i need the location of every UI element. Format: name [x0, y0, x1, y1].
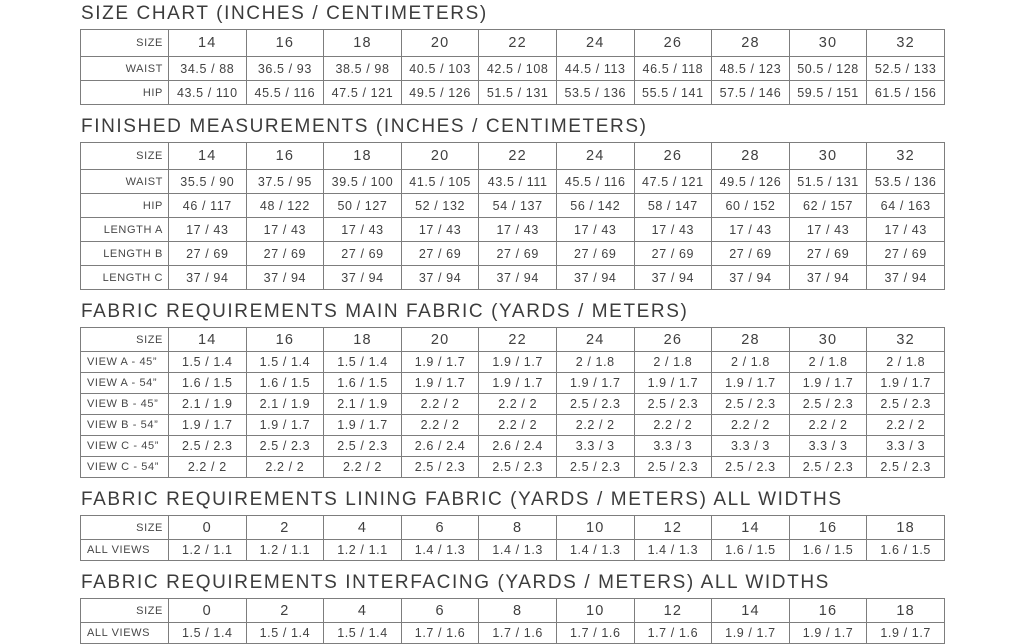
size-column-header: 26: [634, 328, 712, 352]
measurement-cell: 2.5 / 2.3: [634, 394, 712, 415]
size-column-header: 26: [634, 30, 712, 57]
measurement-cell: 2.2 / 2: [401, 394, 479, 415]
measurement-cell: 2.1 / 1.9: [169, 394, 247, 415]
table-row: [81, 266, 945, 290]
measurement-cell: 64 / 163: [867, 194, 945, 218]
measurement-cell: 1.9 / 1.7: [634, 373, 712, 394]
lining-fabric-requirements-section: [80, 489, 945, 561]
measurement-cell: 49.5 / 126: [401, 81, 479, 105]
tables-region: [80, 3, 945, 644]
measurement-cell: 2.2 / 2: [634, 415, 712, 436]
measurement-cell: 2.5 / 2.3: [712, 394, 790, 415]
measurement-cell: 2.5 / 2.3: [712, 457, 790, 478]
measurement-cell: 37 / 94: [169, 266, 247, 290]
size-column-header: 16: [246, 328, 324, 352]
measurement-cell: 27 / 69: [246, 242, 324, 266]
measurement-cell: 58 / 147: [634, 194, 712, 218]
size-column-header: 26: [634, 143, 712, 170]
size-column-header: 28: [712, 328, 790, 352]
table-row: [81, 623, 945, 644]
size-column-header: 14: [169, 30, 247, 57]
measurement-cell: 43.5 / 110: [169, 81, 247, 105]
table-row: [81, 540, 945, 561]
row-label: VIEW A - 54”: [81, 373, 169, 394]
size-column-header: 16: [789, 516, 867, 540]
measurement-cell: 47.5 / 121: [634, 170, 712, 194]
size-header-row: [81, 30, 945, 57]
size-label: SIZE: [81, 599, 169, 623]
measurement-cell: 53.5 / 136: [867, 170, 945, 194]
finished-measurements-table: [80, 142, 945, 290]
measurement-cell: 55.5 / 141: [634, 81, 712, 105]
size-column-header: 4: [324, 516, 402, 540]
measurement-cell: 37 / 94: [789, 266, 867, 290]
measurement-cell: 2.5 / 2.3: [324, 436, 402, 457]
measurement-cell: 1.2 / 1.1: [246, 540, 324, 561]
measurement-cell: 2.2 / 2: [169, 457, 247, 478]
measurement-cell: 2.2 / 2: [401, 415, 479, 436]
measurement-cell: 1.9 / 1.7: [712, 623, 790, 644]
measurement-cell: 38.5 / 98: [324, 57, 402, 81]
row-label: ALL VIEWS: [81, 540, 169, 561]
measurement-cell: 2.1 / 1.9: [324, 394, 402, 415]
measurement-cell: 1.6 / 1.5: [867, 540, 945, 561]
measurement-cell: 46.5 / 118: [634, 57, 712, 81]
size-column-header: 16: [246, 143, 324, 170]
row-label: WAIST: [81, 57, 169, 81]
measurement-cell: 17 / 43: [479, 218, 557, 242]
size-column-header: 18: [324, 30, 402, 57]
measurement-cell: 1.6 / 1.5: [169, 373, 247, 394]
measurement-cell: 2 / 1.8: [712, 352, 790, 373]
table-row: [81, 242, 945, 266]
measurement-cell: 2.5 / 2.3: [867, 457, 945, 478]
measurement-cell: 2 / 1.8: [789, 352, 867, 373]
measurement-cell: 2.5 / 2.3: [789, 457, 867, 478]
measurement-cell: 17 / 43: [789, 218, 867, 242]
size-column-header: 28: [712, 30, 790, 57]
size-column-header: 14: [169, 328, 247, 352]
measurement-cell: 1.7 / 1.6: [479, 623, 557, 644]
size-column-header: 22: [479, 328, 557, 352]
table-row: [81, 218, 945, 242]
measurement-cell: 2.5 / 2.3: [401, 457, 479, 478]
measurement-cell: 1.5 / 1.4: [246, 352, 324, 373]
measurement-cell: 1.5 / 1.4: [324, 623, 402, 644]
finished-measurements-section: [80, 116, 945, 290]
size-header-row: [81, 599, 945, 623]
size-column-header: 28: [712, 143, 790, 170]
measurement-cell: 61.5 / 156: [867, 81, 945, 105]
row-label: VIEW B - 45”: [81, 394, 169, 415]
measurement-cell: 27 / 69: [169, 242, 247, 266]
measurement-cell: 37 / 94: [556, 266, 634, 290]
measurement-cell: 2.2 / 2: [867, 415, 945, 436]
size-column-header: 0: [169, 516, 247, 540]
measurement-cell: 56 / 142: [556, 194, 634, 218]
size-column-header: 30: [789, 328, 867, 352]
main-fabric-requirements-section: [80, 301, 945, 478]
measurement-cell: 1.6 / 1.5: [246, 373, 324, 394]
row-label: WAIST: [81, 170, 169, 194]
size-column-header: 32: [867, 328, 945, 352]
measurement-cell: 27 / 69: [401, 242, 479, 266]
measurement-cell: 17 / 43: [169, 218, 247, 242]
measurement-cell: 37 / 94: [712, 266, 790, 290]
size-column-header: 18: [324, 328, 402, 352]
measurement-cell: 2.2 / 2: [556, 415, 634, 436]
size-column-header: 10: [556, 599, 634, 623]
table-row: [81, 457, 945, 478]
size-column-header: 20: [401, 328, 479, 352]
measurement-cell: 2.6 / 2.4: [479, 436, 557, 457]
measurement-cell: 1.9 / 1.7: [712, 373, 790, 394]
measurement-cell: 1.4 / 1.3: [556, 540, 634, 561]
size-column-header: 14: [712, 599, 790, 623]
size-label: SIZE: [81, 30, 169, 57]
measurement-cell: 43.5 / 111: [479, 170, 557, 194]
row-label: LENGTH C: [81, 266, 169, 290]
size-column-header: 10: [556, 516, 634, 540]
measurement-cell: 27 / 69: [324, 242, 402, 266]
interfacing-requirements-section: [80, 572, 945, 644]
size-column-header: 22: [479, 143, 557, 170]
measurement-cell: 3.3 / 3: [634, 436, 712, 457]
measurement-cell: 1.9 / 1.7: [401, 352, 479, 373]
measurement-cell: 52 / 132: [401, 194, 479, 218]
measurement-cell: 1.7 / 1.6: [401, 623, 479, 644]
measurement-cell: 2.5 / 2.3: [479, 457, 557, 478]
measurement-cell: 17 / 43: [401, 218, 479, 242]
measurement-cell: 1.5 / 1.4: [169, 352, 247, 373]
measurement-cell: 49.5 / 126: [712, 170, 790, 194]
measurement-cell: 1.9 / 1.7: [479, 352, 557, 373]
measurement-cell: 54 / 137: [479, 194, 557, 218]
table-row: [81, 81, 945, 105]
measurement-cell: 2.1 / 1.9: [246, 394, 324, 415]
table-row: [81, 352, 945, 373]
measurement-cell: 17 / 43: [246, 218, 324, 242]
measurement-cell: 3.3 / 3: [867, 436, 945, 457]
size-column-header: 18: [867, 599, 945, 623]
measurement-cell: 2.2 / 2: [324, 457, 402, 478]
size-column-header: 24: [556, 328, 634, 352]
row-label: LENGTH B: [81, 242, 169, 266]
measurement-cell: 27 / 69: [479, 242, 557, 266]
row-label: VIEW A - 45”: [81, 352, 169, 373]
row-label: HIP: [81, 194, 169, 218]
interfacing-requirements-table: [80, 598, 945, 644]
measurement-cell: 1.9 / 1.7: [556, 373, 634, 394]
size-header-row: [81, 143, 945, 170]
size-chart-table: [80, 29, 945, 105]
size-column-header: 2: [246, 516, 324, 540]
size-column-header: 22: [479, 30, 557, 57]
size-column-header: 20: [401, 143, 479, 170]
measurement-cell: 1.5 / 1.4: [169, 623, 247, 644]
measurement-cell: 53.5 / 136: [556, 81, 634, 105]
row-label: HIP: [81, 81, 169, 105]
main-fabric-requirements-table: [80, 327, 945, 478]
interfacing-requirements-title: FABRIC REQUIREMENTS INTERFACING (YARDS / METERS) ALL WIDTHS: [81, 572, 830, 593]
measurement-cell: 1.9 / 1.7: [169, 415, 247, 436]
table-row: [81, 415, 945, 436]
size-column-header: 4: [324, 599, 402, 623]
size-column-header: 24: [556, 30, 634, 57]
size-header-row: [81, 516, 945, 540]
measurement-cell: 37 / 94: [246, 266, 324, 290]
table-row: [81, 373, 945, 394]
measurement-cell: 17 / 43: [712, 218, 790, 242]
measurement-cell: 52.5 / 133: [867, 57, 945, 81]
measurement-cell: 1.9 / 1.7: [324, 415, 402, 436]
measurement-cell: 50 / 127: [324, 194, 402, 218]
measurement-cell: 1.6 / 1.5: [324, 373, 402, 394]
row-label: VIEW C - 54”: [81, 457, 169, 478]
measurement-cell: 46 / 117: [169, 194, 247, 218]
size-column-header: 12: [634, 516, 712, 540]
measurement-cell: 59.5 / 151: [789, 81, 867, 105]
measurement-cell: 41.5 / 105: [401, 170, 479, 194]
measurement-cell: 1.6 / 1.5: [789, 540, 867, 561]
row-label: VIEW C - 45”: [81, 436, 169, 457]
measurement-cell: 1.4 / 1.3: [634, 540, 712, 561]
measurement-cell: 48 / 122: [246, 194, 324, 218]
measurement-cell: 47.5 / 121: [324, 81, 402, 105]
measurement-cell: 17 / 43: [556, 218, 634, 242]
measurement-cell: 27 / 69: [712, 242, 790, 266]
measurement-cell: 2.5 / 2.3: [556, 457, 634, 478]
measurement-cell: 42.5 / 108: [479, 57, 557, 81]
size-column-header: 32: [867, 143, 945, 170]
size-column-header: 18: [867, 516, 945, 540]
size-column-header: 0: [169, 599, 247, 623]
measurement-cell: 1.4 / 1.3: [401, 540, 479, 561]
measurement-cell: 50.5 / 128: [789, 57, 867, 81]
measurement-cell: 1.5 / 1.4: [324, 352, 402, 373]
size-column-header: 14: [712, 516, 790, 540]
table-row: [81, 394, 945, 415]
measurement-cell: 57.5 / 146: [712, 81, 790, 105]
size-column-header: 6: [401, 516, 479, 540]
size-label: SIZE: [81, 143, 169, 170]
size-column-header: 30: [789, 30, 867, 57]
measurement-cell: 2.2 / 2: [246, 457, 324, 478]
measurement-cell: 2.5 / 2.3: [789, 394, 867, 415]
table-row: [81, 194, 945, 218]
measurement-cell: 2.2 / 2: [712, 415, 790, 436]
measurement-cell: 1.4 / 1.3: [479, 540, 557, 561]
size-column-header: 30: [789, 143, 867, 170]
measurement-cell: 1.9 / 1.7: [867, 623, 945, 644]
measurement-cell: 1.9 / 1.7: [789, 373, 867, 394]
size-column-header: 14: [169, 143, 247, 170]
size-label: SIZE: [81, 328, 169, 352]
size-column-header: 32: [867, 30, 945, 57]
lining-fabric-requirements-table: [80, 515, 945, 561]
measurement-cell: 27 / 69: [789, 242, 867, 266]
measurement-cell: 2.5 / 2.3: [867, 394, 945, 415]
measurement-cell: 1.9 / 1.7: [246, 415, 324, 436]
measurement-cell: 45.5 / 116: [556, 170, 634, 194]
size-column-header: 18: [324, 143, 402, 170]
measurement-cell: 2.6 / 2.4: [401, 436, 479, 457]
measurement-cell: 1.9 / 1.7: [401, 373, 479, 394]
measurement-cell: 37 / 94: [634, 266, 712, 290]
measurement-cell: 40.5 / 103: [401, 57, 479, 81]
table-row: [81, 57, 945, 81]
measurement-cell: 27 / 69: [867, 242, 945, 266]
measurement-cell: 1.6 / 1.5: [712, 540, 790, 561]
measurement-cell: 37 / 94: [324, 266, 402, 290]
measurement-cell: 3.3 / 3: [556, 436, 634, 457]
measurement-cell: 60 / 152: [712, 194, 790, 218]
main-fabric-requirements-title: FABRIC REQUIREMENTS MAIN FABRIC (YARDS / METERS): [81, 301, 689, 322]
measurement-cell: 2 / 1.8: [634, 352, 712, 373]
measurement-cell: 3.3 / 3: [712, 436, 790, 457]
size-column-header: 20: [401, 30, 479, 57]
row-label: LENGTH A: [81, 218, 169, 242]
measurement-cell: 37 / 94: [479, 266, 557, 290]
finished-measurements-title: FINISHED MEASUREMENTS (INCHES / CENTIMETERS): [81, 116, 648, 137]
measurement-cell: 34.5 / 88: [169, 57, 247, 81]
measurement-cell: 45.5 / 116: [246, 81, 324, 105]
measurement-cell: 3.3 / 3: [789, 436, 867, 457]
measurement-cell: 1.2 / 1.1: [324, 540, 402, 561]
measurement-cell: 17 / 43: [634, 218, 712, 242]
row-label: VIEW B - 54”: [81, 415, 169, 436]
row-label: ALL VIEWS: [81, 623, 169, 644]
measurement-cell: 1.9 / 1.7: [789, 623, 867, 644]
size-column-header: 2: [246, 599, 324, 623]
measurement-cell: 1.2 / 1.1: [169, 540, 247, 561]
measurement-cell: 2.2 / 2: [789, 415, 867, 436]
measurement-cell: 2.5 / 2.3: [246, 436, 324, 457]
measurement-cell: 48.5 / 123: [712, 57, 790, 81]
measurement-cell: 37.5 / 95: [246, 170, 324, 194]
measurement-cell: 1.5 / 1.4: [246, 623, 324, 644]
measurement-cell: 1.9 / 1.7: [867, 373, 945, 394]
measurement-cell: 2.5 / 2.3: [634, 457, 712, 478]
measurement-cell: 2.5 / 2.3: [556, 394, 634, 415]
size-column-header: 12: [634, 599, 712, 623]
measurement-cell: 1.7 / 1.6: [556, 623, 634, 644]
measurement-cell: 37 / 94: [401, 266, 479, 290]
measurement-cell: 17 / 43: [867, 218, 945, 242]
size-column-header: 24: [556, 143, 634, 170]
measurement-cell: 27 / 69: [556, 242, 634, 266]
size-column-header: 16: [246, 30, 324, 57]
measurement-cell: 2.2 / 2: [479, 394, 557, 415]
size-label: SIZE: [81, 516, 169, 540]
measurement-cell: 2.2 / 2: [479, 415, 557, 436]
size-column-header: 8: [479, 599, 557, 623]
measurement-cell: 2 / 1.8: [556, 352, 634, 373]
measurement-cell: 51.5 / 131: [479, 81, 557, 105]
measurement-cell: 2 / 1.8: [867, 352, 945, 373]
measurement-cell: 51.5 / 131: [789, 170, 867, 194]
size-column-header: 16: [789, 599, 867, 623]
measurement-cell: 37 / 94: [867, 266, 945, 290]
measurement-cell: 36.5 / 93: [246, 57, 324, 81]
size-chart-section: [80, 3, 945, 105]
measurement-cell: 27 / 69: [634, 242, 712, 266]
measurement-cell: 35.5 / 90: [169, 170, 247, 194]
table-row: [81, 436, 945, 457]
table-row: [81, 170, 945, 194]
size-column-header: 6: [401, 599, 479, 623]
size-header-row: [81, 328, 945, 352]
size-column-header: 8: [479, 516, 557, 540]
measurement-cell: 2.5 / 2.3: [169, 436, 247, 457]
measurement-cell: 1.9 / 1.7: [479, 373, 557, 394]
measurement-cell: 1.7 / 1.6: [634, 623, 712, 644]
measurement-cell: 44.5 / 113: [556, 57, 634, 81]
lining-fabric-requirements-title: FABRIC REQUIREMENTS LINING FABRIC (YARDS / METERS) ALL WIDTHS: [81, 489, 843, 510]
size-chart-title: SIZE CHART (INCHES / CENTIMETERS): [81, 3, 488, 24]
measurement-cell: 62 / 157: [789, 194, 867, 218]
measurement-cell: 39.5 / 100: [324, 170, 402, 194]
measurement-cell: 17 / 43: [324, 218, 402, 242]
